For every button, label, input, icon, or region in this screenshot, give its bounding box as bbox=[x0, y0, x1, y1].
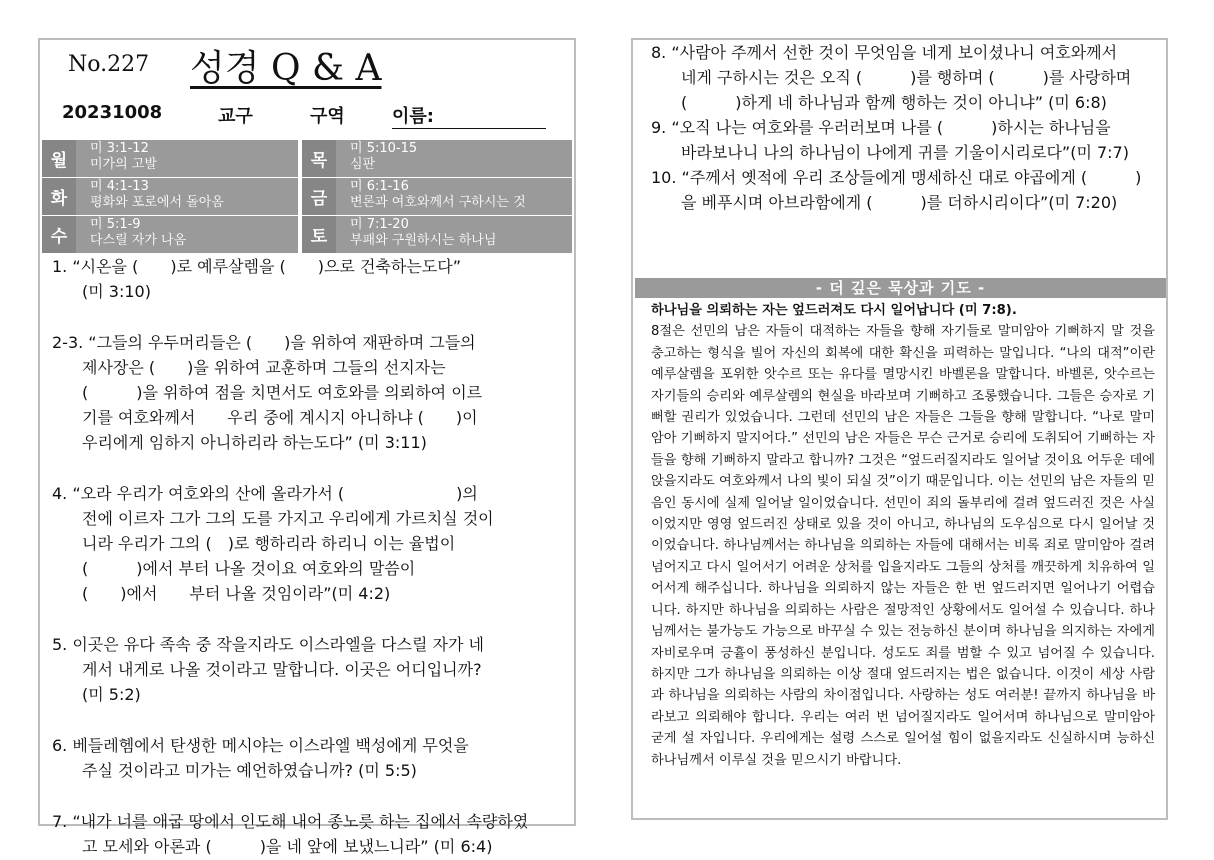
question-line: ( )에서 부터 나올 것이요 여호와의 말씀이 bbox=[82, 559, 416, 578]
question-item bbox=[52, 330, 568, 455]
question-line: 고 모세와 아론과 ( )을 네 앞에 보냈느니라” (미 6:4) bbox=[82, 837, 493, 856]
question-line: 6. 베들레헴에서 탄생한 메시야는 이스라엘 백성에게 무엇을 bbox=[52, 736, 469, 755]
question-line: 5. 이곳은 유다 족속 중 작을지라도 이스라엘을 다스릴 자가 네 bbox=[52, 635, 484, 654]
schedule-entry bbox=[336, 178, 572, 215]
schedule-day: 금 bbox=[302, 178, 336, 215]
schedule-ref: 미 5:1-9 bbox=[90, 217, 141, 232]
question-line: 을 베푸시며 아브라함에게 ( )를 더하시리이다”(미 7:20) bbox=[681, 193, 1118, 212]
schedule-row bbox=[42, 140, 576, 177]
question-line: 우리에게 임하지 아니하리라 하는도다” (미 3:11) bbox=[82, 433, 427, 452]
question-line: 전에 이르자 그가 그의 도를 가지고 우리에게 가르치실 것이 bbox=[82, 509, 494, 528]
schedule-row bbox=[42, 178, 576, 215]
question-line: (미 5:2) bbox=[82, 685, 141, 704]
question-line: 2-3. “그들의 우두머리들은 ( )을 위하여 재판하며 그들의 bbox=[52, 333, 476, 352]
question-item bbox=[52, 632, 568, 707]
schedule-title: 평화와 포로에서 돌아옴 bbox=[90, 195, 224, 210]
schedule-day: 화 bbox=[42, 178, 76, 215]
question-line: 제사장은 ( )을 위하여 교훈하며 그들의 선지자는 bbox=[82, 358, 446, 377]
question-item bbox=[52, 254, 568, 304]
district-label: 구역 bbox=[310, 106, 345, 127]
meditation-section bbox=[651, 300, 1155, 771]
schedule-title: 미가의 고발 bbox=[90, 157, 157, 172]
schedule-entry bbox=[336, 216, 572, 253]
schedule-entry bbox=[76, 216, 298, 253]
question-line: 니라 우리가 그의 ( )로 행하리라 하리니 이는 율법이 bbox=[82, 534, 456, 553]
question-line: 8. “사람아 주께서 선한 것이 무엇임을 네게 보이셨나니 여호와께서 bbox=[651, 43, 1118, 62]
parish-label: 교구 bbox=[218, 106, 253, 127]
question-item bbox=[52, 733, 568, 783]
question-line: 바라보나니 나의 하나님이 나에게 귀를 기울이시리로다”(미 7:7) bbox=[681, 143, 1129, 162]
schedule-ref: 미 7:1-20 bbox=[350, 217, 409, 232]
name-field[interactable]: 이름: bbox=[392, 102, 546, 129]
reading-schedule bbox=[42, 140, 576, 254]
question-item bbox=[651, 115, 1151, 165]
schedule-title: 변론과 여호와께서 구하시는 것 bbox=[350, 195, 526, 210]
question-line: ( )에서 부터 나올 것임이라”(미 4:2) bbox=[82, 584, 391, 603]
worksheet-right-page bbox=[631, 38, 1168, 820]
schedule-day: 토 bbox=[302, 216, 336, 253]
schedule-ref: 미 5:10-15 bbox=[350, 141, 418, 156]
schedule-title: 부패와 구원하시는 하나님 bbox=[350, 233, 497, 248]
question-item bbox=[52, 481, 568, 606]
question-list bbox=[52, 254, 568, 859]
page-title: 성경 Q & A bbox=[190, 48, 382, 89]
schedule-ref: 미 6:1-16 bbox=[350, 179, 409, 194]
schedule-day: 수 bbox=[42, 216, 76, 253]
schedule-entry bbox=[336, 140, 572, 177]
question-line: 네게 구하시는 것은 오직 ( )를 행하며 ( )를 사랑하며 bbox=[681, 68, 1132, 87]
schedule-entry bbox=[76, 140, 298, 177]
question-item bbox=[651, 40, 1151, 115]
meditation-banner: - 더 깊은 묵상과 기도 - bbox=[635, 278, 1166, 298]
schedule-title: 심판 bbox=[350, 157, 376, 172]
question-item bbox=[52, 809, 568, 859]
worksheet-left-page bbox=[38, 38, 576, 856]
schedule-row bbox=[42, 216, 576, 253]
schedule-entry bbox=[76, 178, 298, 215]
question-line: 1. “시온을 ( )로 예루살렘을 ( )으로 건축하는도다” bbox=[52, 257, 461, 276]
schedule-day: 월 bbox=[42, 140, 76, 177]
issue-number: No.227 bbox=[68, 52, 150, 77]
question-line: 기를 여호와께서 우리 중에 계시지 아니하냐 ( )이 bbox=[82, 408, 478, 427]
question-list bbox=[651, 40, 1151, 215]
question-line: 주실 것이라고 미가는 예언하였습니까? (미 5:5) bbox=[82, 761, 417, 780]
date-label: 20231008 bbox=[62, 102, 163, 123]
question-line: 10. “주께서 옛적에 우리 조상들에게 맹세하신 대로 야곱에게 ( ) bbox=[651, 168, 1142, 187]
question-line: (미 3:10) bbox=[82, 282, 151, 301]
meditation-body: 8절은 선민의 남은 자들이 대적하는 자들을 향해 자기들로 말미암아 기뻐하지 말 것을 충고하는 형식을 빌어 자신의 회복에 대한 확신을 피력하는 말입니다. “나의 대적”이란 예루살렘을 포위한 앗수르 또는 유다를 멸망시킨 바벨론을 말합니다. 바벨론, 앗수르는 자기들의 승리와 예루살렘의 현실을 바라보며 기뻐하고 조롱했습니다. 그들은 승자로 기뻐할 권리가 있었습니다. 그런데 선민의 남은 자들은 그들을 향해 말합니다. “나로 말미암아 기뻐하지 말지어다.” 선민의 남은 자들은 무슨 근거로 승리에 도취되어 기뻐하는 자들을 향해 기뻐하지 말라고 합니까? 그것은 “엎드러질지라도 일어날 것이요 어두운 데에 앉을지라도 여호와께서 나의 빛이 되실 것”이기 때문입니다. 이는 선민의 남은 자들의 믿음인 동시에 실제 일어날 일이었습니다. 선민이 죄의 돌부리에 걸려 엎드러진 것은 사실이었지만 영영 엎드러진 상태로 있을 것이 아니고, 하나님의 도우심으로 다시 일어날 것이었습니다. 하나님께서는 하나님을 의뢰하는 자들에 대해서는 비록 죄로 말미암아 걸려 넘어지고 다시 일어서기 어려운 상처를 입을지라도 그들의 상처를 깨끗하게 치유하여 일어서게 해주십니다. 하나님을 의뢰하지 않는 자들은 한 번 엎드러지면 일어나기 어렵습니다. 하지만 하나님을 의뢰하는 사람은 절망적인 상황에서도 일어설 수 있습니다. 하나님께서는 불가능도 가능으로 바꾸실 수 있는 전능하신 분이며 하나님을 의지하는 자에게 자비로우며 긍휼이 풍성하신 분입니다. 성도도 죄를 범할 수 있고 넘어질 수 있습니다. 하지만 그가 하나님을 의뢰하는 이상 절대 엎드러지는 법은 없습니다. 이것이 세상 사람과 하나님을 의뢰하는 사람의 차이점입니다. 사랑하는 성도 여러분! 끝까지 하나님을 바라보고 의뢰해야 합니다. 우리는 여러 번 넘어질지라도 일어서며 하나님으로 말미암아 굳게 설 자입니다. 우리에게는 설령 스스로 일어설 힘이 없을지라도 신실하시며 능하신 하나님께서 이루실 것을 믿으시기 바랍니다. bbox=[651, 324, 1155, 768]
question-line: 9. “오직 나는 여호와를 우러러보며 나를 ( )하시는 하나님을 bbox=[651, 118, 1111, 137]
schedule-title: 다스릴 자가 나옴 bbox=[90, 233, 187, 248]
schedule-ref: 미 3:1-12 bbox=[90, 141, 149, 156]
question-line: 게서 내게로 나올 것이라고 말합니다. 이곳은 어디입니까? bbox=[82, 660, 482, 679]
question-line: ( )하게 네 하나님과 함께 행하는 것이 아니냐” (미 6:8) bbox=[681, 93, 1107, 112]
question-item bbox=[651, 165, 1151, 215]
question-line: 7. “내가 너를 애굽 땅에서 인도해 내어 종노릇 하는 집에서 속량하였 bbox=[52, 812, 529, 831]
question-line: 4. “오라 우리가 여호와의 산에 올라가서 ( )의 bbox=[52, 484, 478, 503]
schedule-ref: 미 4:1-13 bbox=[90, 179, 149, 194]
question-line: ( )을 위하여 점을 치면서도 여호와를 의뢰하여 이르 bbox=[82, 383, 483, 402]
meditation-heading: 하나님을 의뢰하는 자는 엎드러져도 다시 일어납니다 (미 7:8). bbox=[651, 303, 1017, 318]
schedule-day: 목 bbox=[302, 140, 336, 177]
